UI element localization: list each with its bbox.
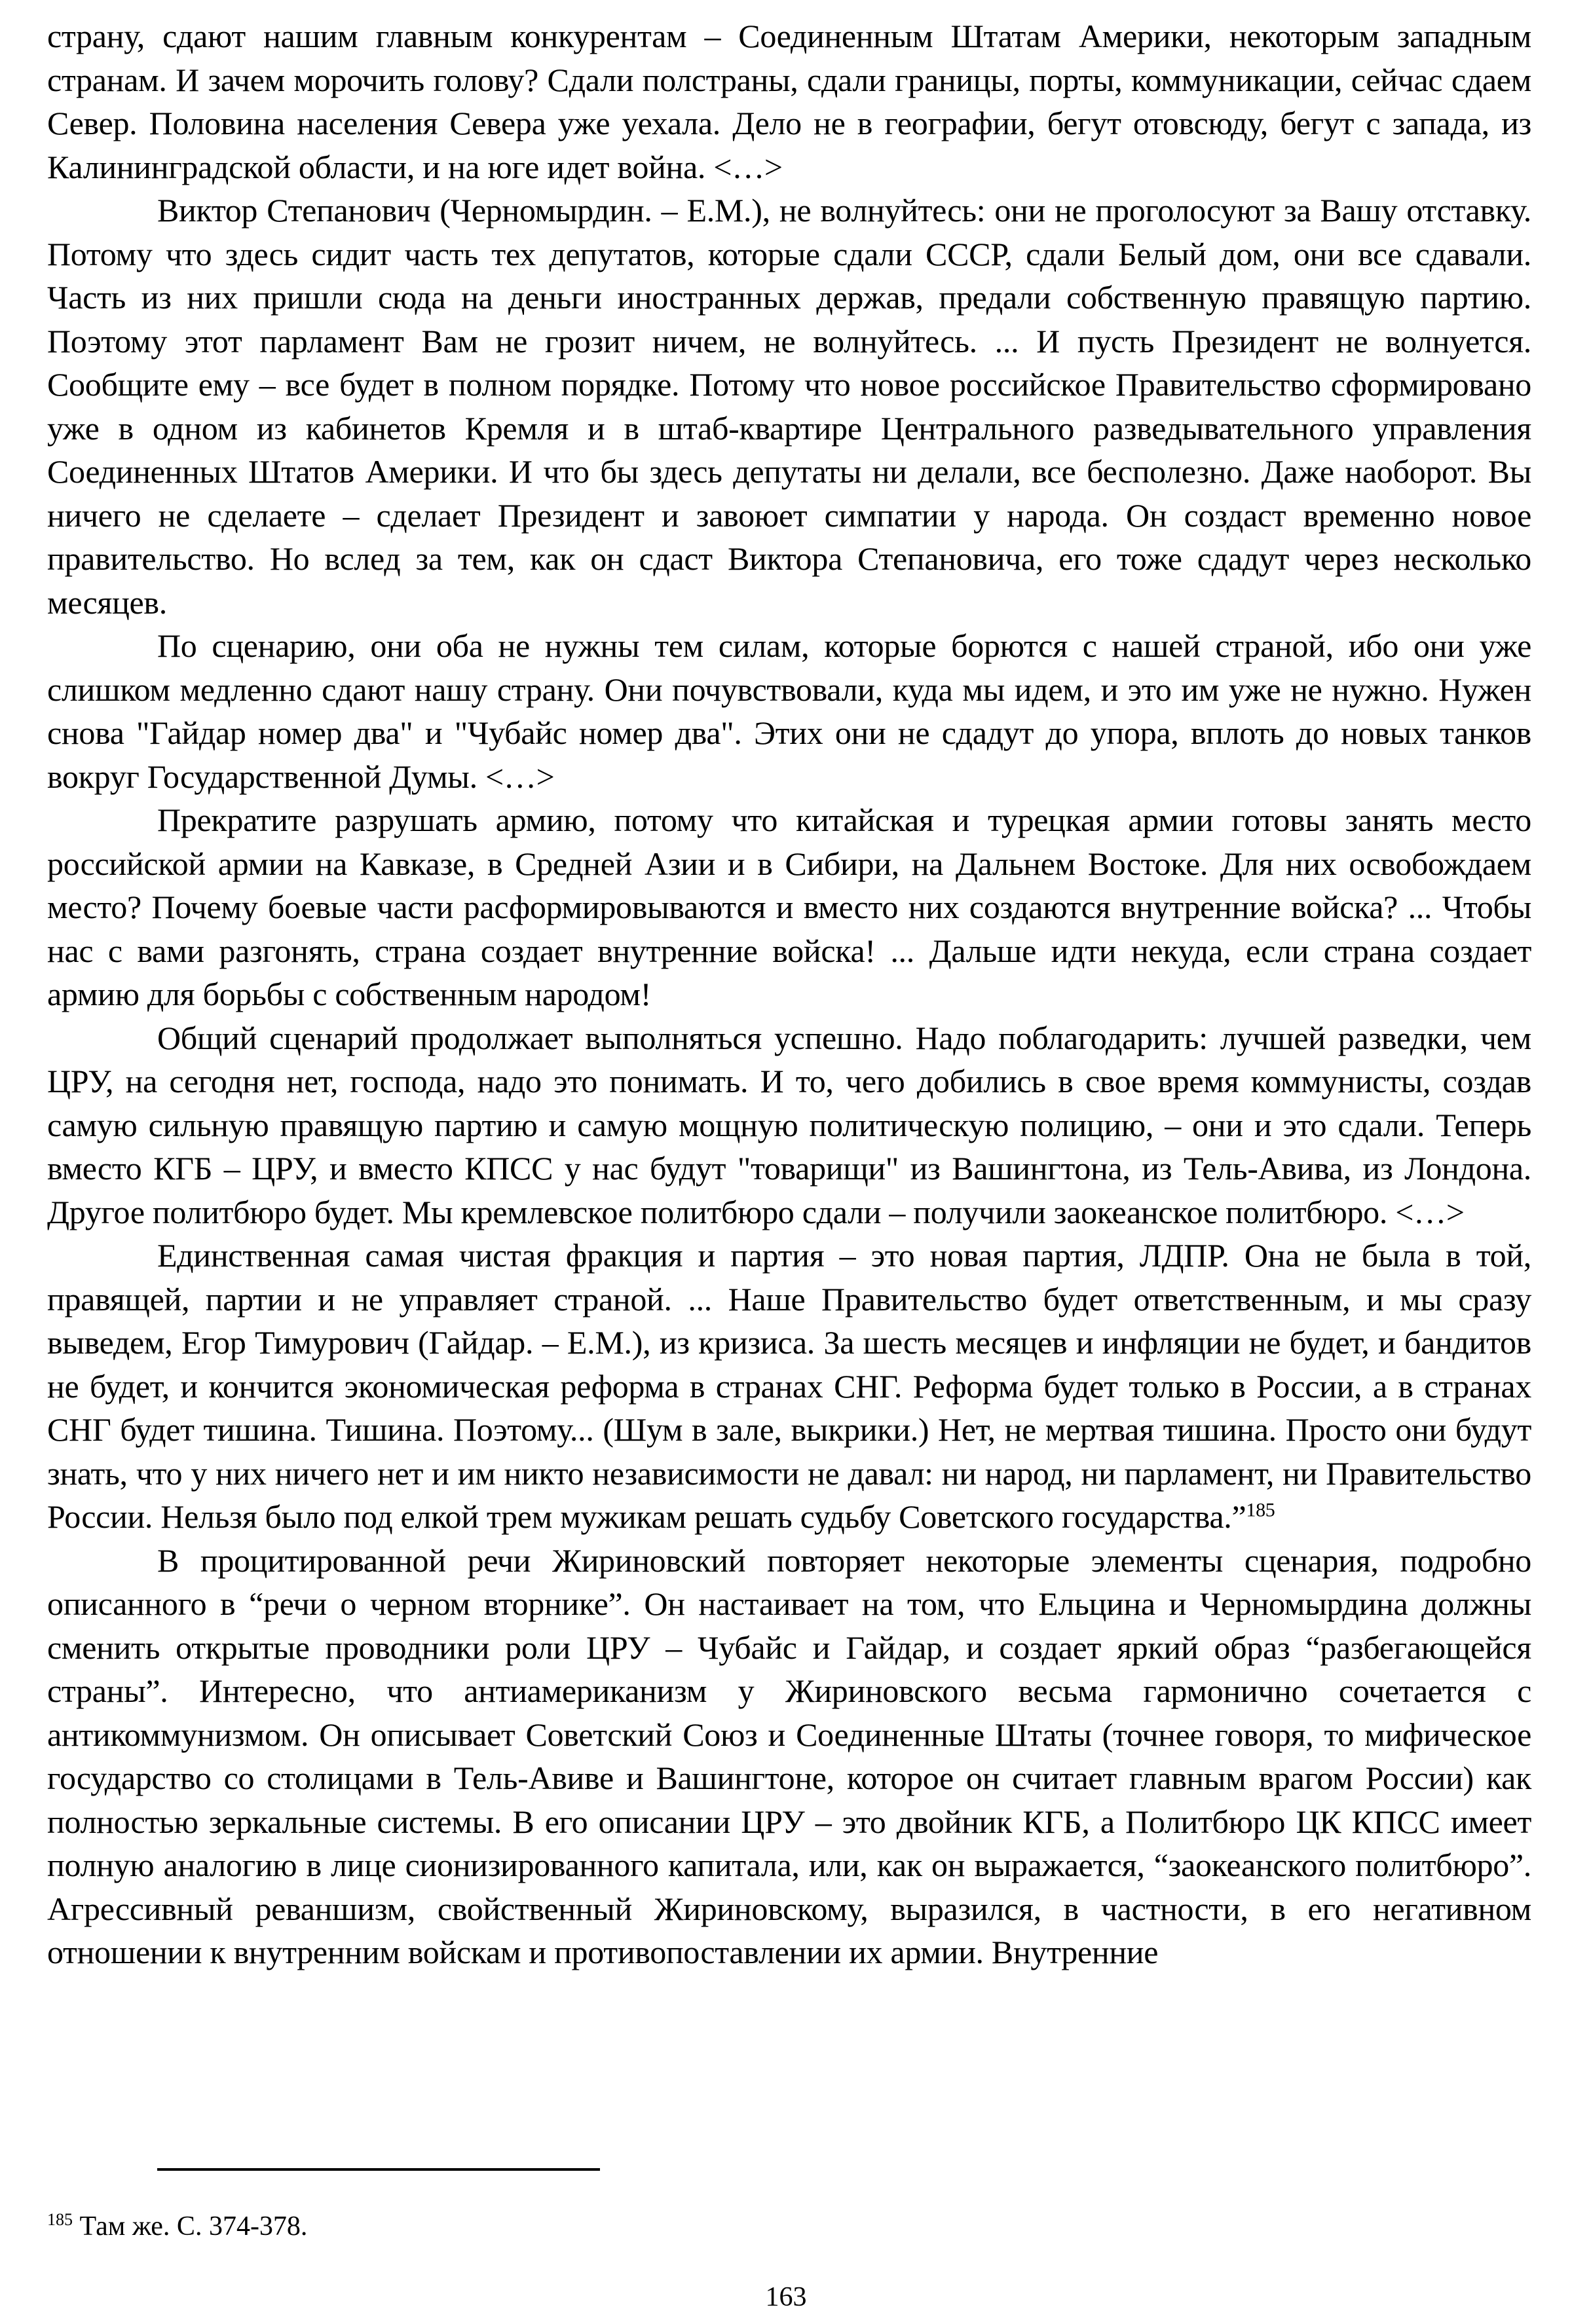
- page-body: [47, 14, 1531, 1974]
- paragraph-general-scenario: Общий сценарий продолжает выполняться успешно. Надо поблагодарить: лучшей разведки, чем ЦРУ, на сегодня нет, господа, надо это понимать. И то, чего добились в свое время коммунисты, создав самую сильную правящую партию и самую мощную политическую полицию, – они и это сдали. Теперь вместо КГБ – ЦРУ, и вместо КПСС у нас будут "товарищи" из Вашингтона, из Тель-Авива, из Лондона. Другое политбюро будет. Мы кремлевское политбюро сдали – получили заокеанское политбюро. <…>: [47, 1019, 1531, 1230]
- footnote-separator: [157, 2168, 600, 2171]
- paragraph-analysis: В процитированной речи Жириновский повторяет некоторые элементы сценария, подробно описанного в “речи о черном вторнике”. Он настаивает на том, что Ельцина и Черномырдина должны сменить открытые проводники роли ЦРУ – Чубайс и Гайдар, и создает яркий образ “разбегающейся страны”. Интересно, что антиамериканизм у Жириновского весьма гармонично сочетается с антикоммунизмом. Он описывает Советский Союз и Соединенные Штаты (точнее говоря, то мифическое государство со столицами в Тель-Авиве и Вашингтоне, которое он считает главным врагом России) как полностью зеркальные системы. В его описании ЦРУ – это двойник КГБ, а Политбюро ЦК КПСС имеет полную аналогию в лице сионизированного капитала, или, как он выражается, “заокеанского политбюро”. Агрессивный реваншизм, свойственный Жириновскому, выразился, в частности, в его негативном отношении к внутренним войскам и противопоставлении их армии. Внутренние: [47, 1541, 1531, 1970]
- footnote-text: Там же. С. 374-378.: [79, 2211, 308, 2241]
- paragraph-scenario: По сценарию, они оба не нужны тем силам, которые борются с нашей страной, ибо они уже слишком медленно сдают нашу страну. Они почувствовали, куда мы идем, и это им уже не нужно. Нужен снова "Гайдар номер два" и "Чубайс номер два". Этих они не сдадут до упора, вплоть до новых танков вокруг Государственной Думы. <…>: [47, 627, 1531, 795]
- footnote-number: 185: [47, 2210, 73, 2229]
- paragraph-ldpr: [47, 1234, 1531, 1539]
- footnote-reference[interactable]: 185: [1246, 1499, 1275, 1521]
- footnote: [47, 2208, 307, 2245]
- paragraph-ldpr-text: Единственная самая чистая фракция и партия – это новая партия, ЛДПР. Она не была в той, правящей, партии и не управляет страной. ... Наше Правительство будет ответственным, и мы сразу выведем, Егор Тимурович (Гайдар. – Е.М.), из кризиса. За шесть месяцев и инфляции не будет, и бандитов не будет, и кончится экономическая реформа в странах СНГ. Реформа будет только в России, а в странах СНГ будет тишина. Тишина. Поэтому... (Шум в зале, выкрики.) Нет, не мертвая тишина. Просто они будут знать, что у них ничего нет и им никто независимости не давал: ни народ, ни парламент, ни Правительство России. Нельзя было под елкой трем мужикам решать судьбу Советского государства.”: [47, 1237, 1531, 1535]
- paragraph-chernomyrdin: Виктор Степанович (Черномырдин. – Е.М.), не волнуйтесь: они не проголосуют за Вашу отставку. Потому что здесь сидит часть тех депутатов, которые сдали СССР, сдали Белый дом, они все сдавали. Часть из них пришли сюда на деньги иностранных держав, предали собственную правящую партию. Поэтому этот парламент Вам не грозит ничем, не волнуйтесь. ... И пусть Президент не волнуется. Сообщите ему – все будет в полном порядке. Потому что новое российское Правительство сформировано уже в одном из кабинетов Кремля и в штаб-квартире Центрального разведывательного управления Соединенных Штатов Америки. И что бы здесь депутаты ни делали, все бесполезно. Даже наоборот. Вы ничего не сделаете – сделает Президент и завоюет симпатии у народа. Он создаст временно новое правительство. Но вслед за тем, как он сдаст Виктора Степановича, его тоже сдадут через несколько месяцев.: [47, 192, 1531, 621]
- page-number: 163: [765, 2282, 807, 2312]
- paragraph-army: Прекратите разрушать армию, потому что китайская и турецкая армии готовы занять место российской армии на Кавказе, в Средней Азии и в Сибири, на Дальнем Востоке. Для них освобождаем место? Почему боевые части расформировываются и вместо них создаются внутренние войска? ... Чтобы нас с вами разгонять, страна создает внутренние войска! ... Дальше идти некуда, если страна создает армию для борьбы с собственным народом!: [47, 802, 1531, 1012]
- paragraph-continuation: страну, сдают нашим главным конкурентам – Соединенным Штатам Америки, некоторым западным странам. И зачем морочить голову? Сдали полстраны, сдали границы, порты, коммуникации, сейчас сдаем Север. Половина населения Севера уже уехала. Дело не в географии, бегут отовсюду, бегут с запада, из Калининградской области, и на юге идет война. <…>: [47, 18, 1531, 185]
